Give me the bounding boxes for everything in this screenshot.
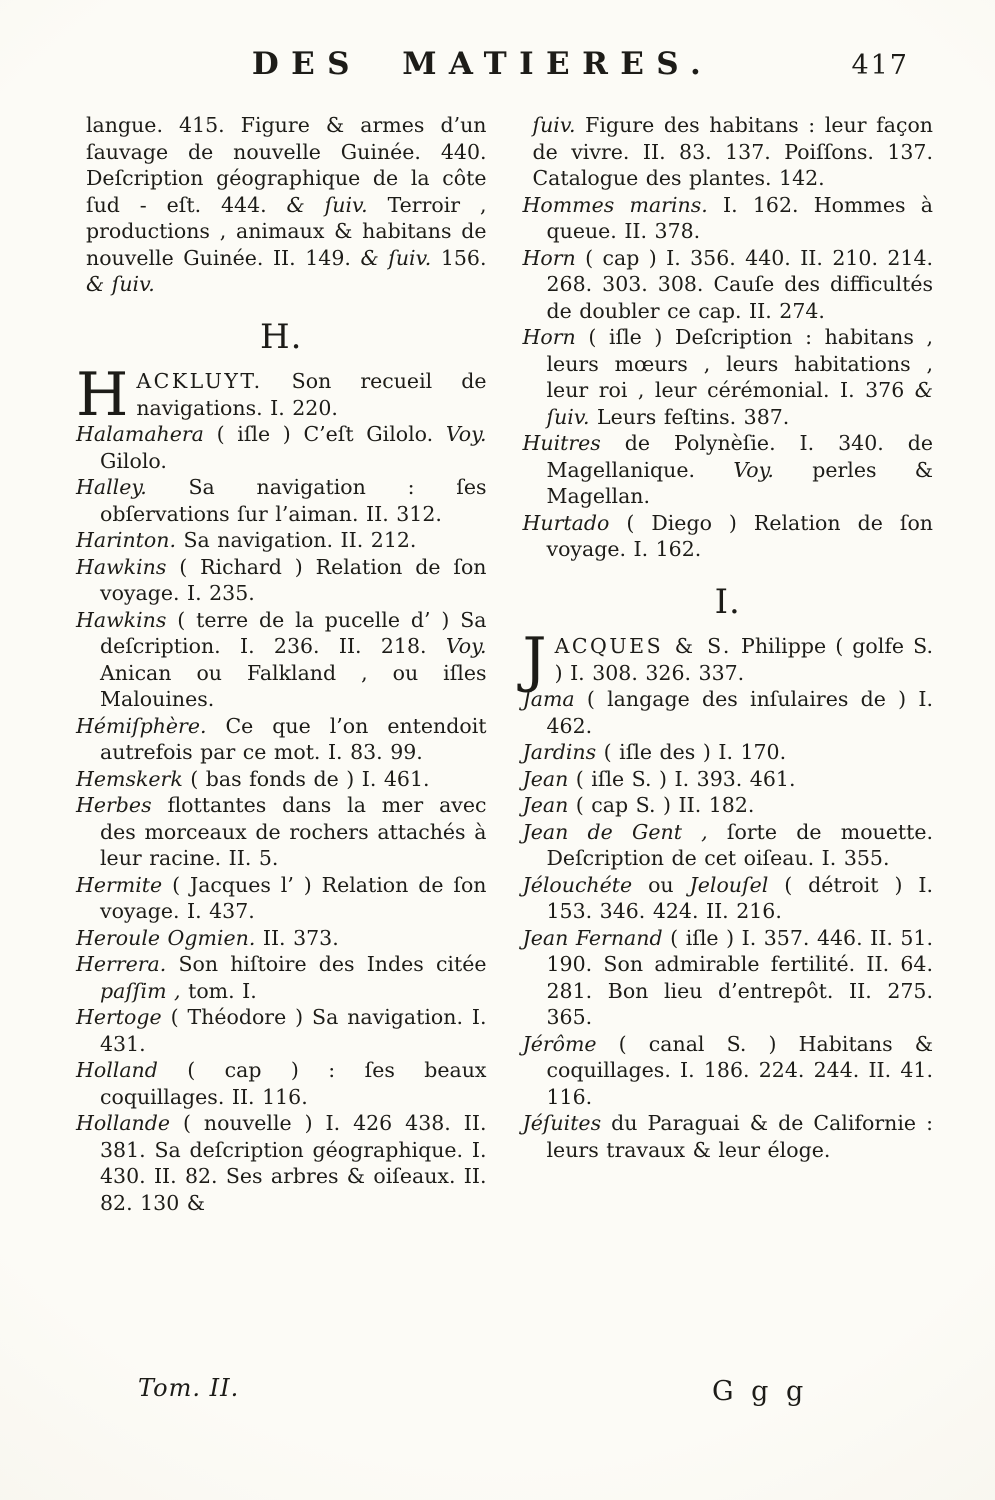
headword-text: Jean de Gent , xyxy=(522,819,708,844)
index-entry xyxy=(76,607,487,713)
entry-text: Figure des habitans : leur façon de vivre. II. 83. 137. Poiſſons. 137. Catalogue des plantes. 142. xyxy=(532,113,933,190)
running-title: DES MATIERES. xyxy=(251,46,714,82)
entry-text: ( cap S. ) II. 182. xyxy=(568,793,755,817)
entry-text: Ce que l’on entendoit autrefois par ce mot. I. 83. 99. xyxy=(100,713,487,764)
entry-text: ( langage des inſulaires de ) I. 462. xyxy=(546,687,933,738)
index-entry xyxy=(76,112,487,298)
page-header xyxy=(0,0,995,98)
headword-text: Jelouſel xyxy=(689,872,769,897)
drop-cap-letter: J xyxy=(522,625,547,695)
index-entry xyxy=(523,925,934,1031)
index-entry xyxy=(523,324,934,430)
headword-text: Voy. xyxy=(445,422,487,446)
entry-text: ( iſle ) Deſcription : habitans , leurs mœurs , leurs habitations , leur roi , leur cérémonial. I. 376 xyxy=(546,325,933,402)
headword-text: Herrera. xyxy=(76,952,167,976)
index-entry xyxy=(76,421,487,474)
index-entry xyxy=(523,1110,934,1163)
entry-text: ( nouvelle ) I. 426 438. II. 381. Sa deſcription géographique. I. 430. II. 82. Ses arbres & oiſeaux. II. 82. 130 & xyxy=(100,1111,487,1215)
headword-text: Jéſuites xyxy=(522,1111,602,1135)
index-entry xyxy=(523,739,934,766)
headword-text: Jean xyxy=(522,766,569,791)
entry-text: ( iſle des ) I. 170. xyxy=(596,740,787,764)
entry-text: ou xyxy=(632,872,690,897)
index-entry xyxy=(76,951,487,1004)
headword-text: Jélouchéte xyxy=(522,872,633,897)
entry-text: Terroir , productions , animaux & habitans de nouvelle Guinée. II. 149. xyxy=(86,192,487,270)
index-entry xyxy=(76,527,487,554)
entry-text: du Paraguai & de Californie : leurs travaux & leur éloge. xyxy=(546,1111,933,1162)
entry-text: ACQUES & S. xyxy=(554,634,732,658)
index-entry xyxy=(523,872,934,925)
tome-label: Tom. II. xyxy=(138,1374,240,1402)
headword-text: Horn xyxy=(522,325,576,349)
headword-text: Jérôme xyxy=(522,1031,597,1056)
entry-text: ( bas fonds de ) I. 461. xyxy=(182,766,430,791)
entry-text: perles & Magellan. xyxy=(546,457,933,508)
entry-text: ( terre de la pucelle d’ ) Sa deſcription. I. 236. II. 218. xyxy=(100,607,487,658)
headword-text: Hollande xyxy=(76,1111,171,1135)
entry-text: ( Richard ) Relation de ſon voyage. I. 235. xyxy=(100,554,487,605)
entry-text: ( iſle S. ) I. 393. 461. xyxy=(568,766,796,791)
entry-text: ACKLUYT. xyxy=(136,369,263,393)
entry-text: Sa navigation. II. 212. xyxy=(175,528,417,552)
entry-text: Philippe ( golfe S. ) I. 308. 326. 337. xyxy=(554,634,933,685)
headword-text: Hémiſphère. xyxy=(76,713,207,738)
headword-text: Halley. xyxy=(76,475,147,499)
entry-text: Sa navigation : ſes obſervations ſur l’aiman. II. 312. xyxy=(100,475,487,526)
index-column-left xyxy=(76,112,487,1216)
headword-text: Jean Fernand xyxy=(522,925,663,950)
index-entry xyxy=(76,1057,487,1110)
index-entry xyxy=(523,766,934,793)
entry-text: ( détroit ) I. 153. 346. 424. II. 216. xyxy=(546,872,933,923)
entry-text: ( canal S. ) Habitans & coquillages. I. 186. 224. 244. II. 41. 116. xyxy=(546,1031,933,1109)
entry-text: II. 373. xyxy=(255,925,339,950)
entry-text: ( Théodore ) Sa navigation. I. 431. xyxy=(100,1005,487,1056)
headword-text: Jean xyxy=(522,793,569,817)
index-entry xyxy=(523,1031,934,1111)
entry-text: 156. xyxy=(431,245,487,270)
index-entry xyxy=(523,112,934,192)
index-entry xyxy=(76,792,487,872)
entry-text: de Polynèſie. I. 340. de Magellanique. xyxy=(546,431,933,482)
headword-text: Hawkins xyxy=(76,607,167,632)
index-entry xyxy=(76,1004,487,1057)
headword-text: paſſim , xyxy=(100,978,181,1003)
page-number: 417 xyxy=(851,50,909,81)
index-entry xyxy=(523,819,934,872)
index-column-right xyxy=(523,112,934,1216)
index-entry xyxy=(523,192,934,245)
headword-text: Herbes xyxy=(76,793,152,817)
headword-text: Jardins xyxy=(522,740,597,764)
entry-text: ( cap ) : ſes beaux coquillages. II. 116. xyxy=(100,1058,487,1109)
entry-text: ſorte de mouette. Deſcription de cet oiſeau. I. 355. xyxy=(546,819,933,870)
index-entry xyxy=(76,766,487,793)
index-entry xyxy=(523,686,934,739)
entry-text: Anican ou Falkland , ou iſles Malouines. xyxy=(100,660,487,711)
headword-text: Voy. xyxy=(733,457,774,482)
headword-text: Horn xyxy=(522,245,576,270)
index-entry xyxy=(523,245,934,325)
entry-text: Gilolo. xyxy=(100,448,167,473)
entry-text: tom. I. xyxy=(180,978,257,1003)
index-entry xyxy=(523,792,934,819)
index-entry xyxy=(76,872,487,925)
index-entry xyxy=(76,474,487,527)
headword-text: Hommes marins. xyxy=(522,192,708,217)
section-letter-heading: H. xyxy=(260,316,303,357)
index-entry xyxy=(76,360,487,430)
headword-text: & ſuiv. xyxy=(546,378,933,429)
headword-text: & ſuiv. xyxy=(360,245,432,270)
headword-text: Jama xyxy=(522,687,575,711)
index-entry xyxy=(522,625,934,695)
entry-text: ( cap ) I. 356. 440. II. 210. 214. 268. 303. 308. Cauſe des difficultés de doubler ce cap. II. 274. xyxy=(546,245,933,323)
index-entry xyxy=(76,713,487,766)
drop-cap-letter: H xyxy=(76,360,129,430)
index-entry xyxy=(523,430,934,510)
index-entry xyxy=(76,1110,487,1216)
entry-text: langue. 415. Figure & armes d’un ſauvage de nouvelle Guinée. 440. Deſcription géographique de la côte ſud - eſt. 444. xyxy=(86,113,487,217)
entry-text: ( iſle ) I. 357. 446. II. 51. 190. Son admirable fertilité. II. 64. 281. Bon lieu d’entrepôt. II. 275. 365. xyxy=(546,925,933,1029)
section-letter-heading: I. xyxy=(714,581,741,622)
headword-text: Hertoge xyxy=(76,1005,162,1029)
headword-text: Halamahera xyxy=(76,422,204,446)
entry-text: ( Jacques l’ ) Relation de ſon voyage. I. 437. xyxy=(100,872,487,923)
headword-text: & ſuiv. xyxy=(286,192,368,217)
headword-text: Hawkins xyxy=(76,554,167,579)
index-entry xyxy=(523,510,934,563)
headword-text: Hermite xyxy=(76,872,163,897)
entry-text: ( iſle ) C’eſt Gilolo. xyxy=(203,422,446,446)
entry-text: Leurs feſtins. 387. xyxy=(589,404,790,429)
signature-mark: G g g xyxy=(712,1376,804,1407)
headword-text: Huitres xyxy=(522,431,601,455)
headword-text: Heroule Ogmien. xyxy=(76,925,256,950)
headword-text: & ſuiv. xyxy=(86,272,155,296)
headword-text: Harinton. xyxy=(76,528,176,552)
entry-text: Son hiſtoire des Indes citée xyxy=(166,952,487,976)
headword-text: Voy. xyxy=(445,634,487,658)
entry-text: flottantes dans la mer avec des morceaux de rochers attachés à leur racine. II. 5. xyxy=(100,793,487,870)
index-entry xyxy=(76,554,487,607)
headword-text: Hemskerk xyxy=(76,766,183,791)
headword-text: ſuiv. xyxy=(532,113,576,137)
index-columns xyxy=(0,98,995,1216)
headword-text: Holland xyxy=(76,1058,158,1082)
entry-text: ( Diego ) Relation de ſon voyage. I. 162. xyxy=(546,510,933,561)
headword-text: Hurtado xyxy=(522,510,610,535)
entry-text: I. 162. Hommes à queue. II. 378. xyxy=(546,192,933,243)
entry-text: Son recueil de navigations. I. 220. xyxy=(136,369,487,420)
index-entry xyxy=(76,925,487,952)
